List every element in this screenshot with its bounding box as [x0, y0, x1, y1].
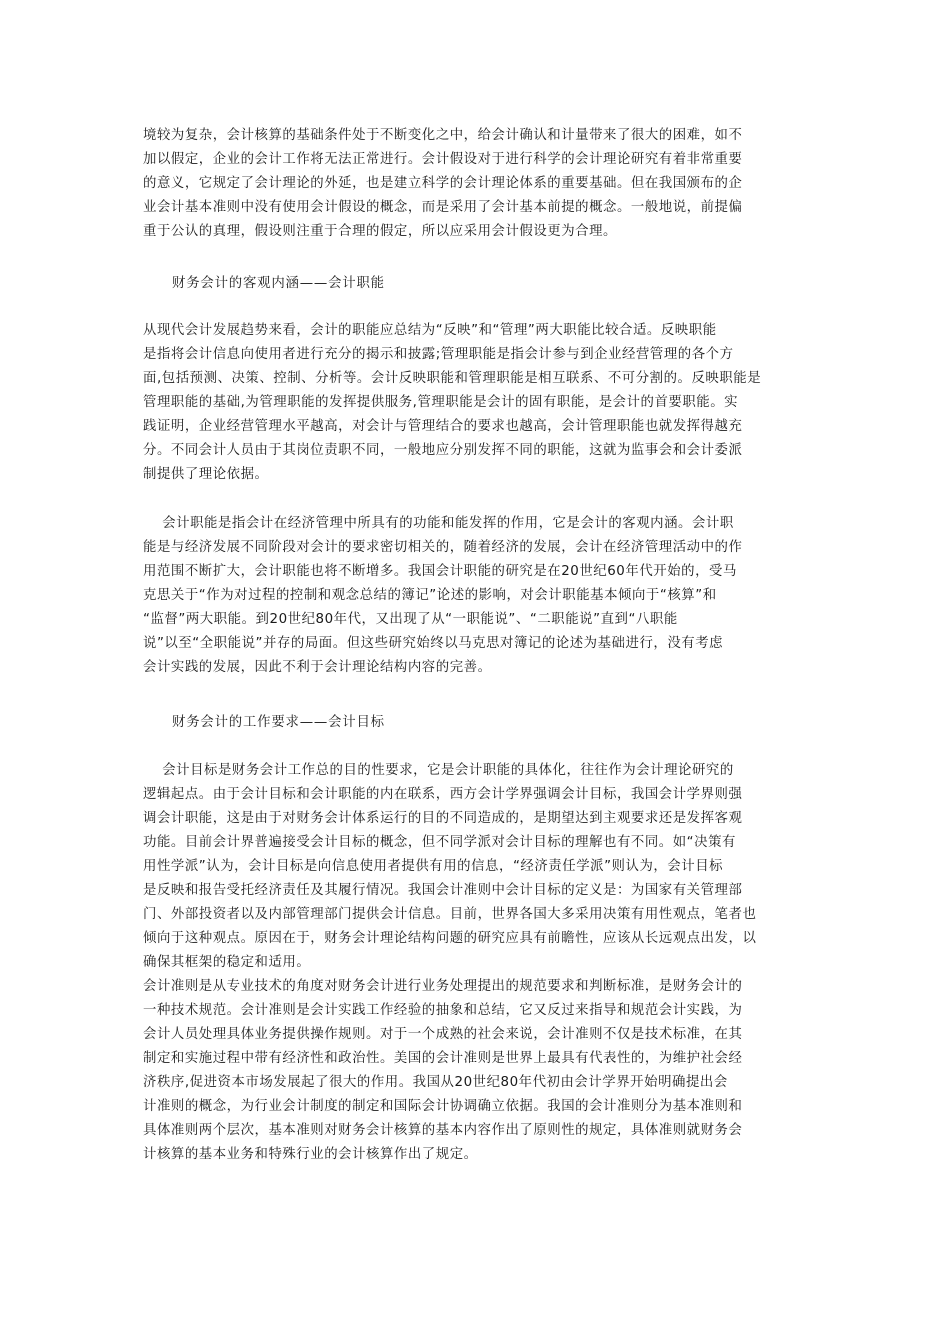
text-line: 具体准则两个层次，基本准则对财务会计核算的基本内容作出了原则性的规定，具体准则就财务会: [143, 1123, 743, 1138]
text-line: 会计人员处理具体业务提供操作规则。对于一个成熟的社会来说，会计准则不仅是技术标准，在其: [143, 1027, 743, 1042]
text-line: “监督”两大职能。到20世纪80年代，又出现了从“一职能说”、“二职能说”直到“八职能: [143, 612, 678, 627]
text-line: 功能。目前会计界普遍接受会计目标的概念，但不同学派对会计目标的理解也有不同。如“决策有: [143, 835, 736, 850]
text-line: 境较为复杂，会计核算的基础条件处于不断变化之中，给会计确认和计量带来了很大的困难，如不: [143, 128, 743, 143]
text-line: 会计职能是指会计在经济管理中所具有的功能和能发挥的作用，它是会计的客观内涵。会计职: [143, 516, 734, 531]
text-line: 会计准则是从专业技术的角度对财务会计进行业务处理提出的规范要求和判断标准，是财务会计的: [143, 979, 743, 994]
text-line: 是指将会计信息向使用者进行充分的揭示和披露;管理职能是指会计参与到企业经营管理的各个方: [143, 347, 734, 362]
text-line: 制提供了理论依据。: [143, 467, 269, 482]
text-line: 计核算的基本业务和特殊行业的会计核算作出了规定。: [143, 1147, 478, 1162]
text-line: 济秩序,促进资本市场发展起了很大的作用。我国从20世纪80年代初由会计学界开始明确提出会: [143, 1075, 728, 1090]
text-line: 一种技术规范。会计准则是会计实践工作经验的抽象和总结，它又反过来指导和规范会计实践，为: [143, 1003, 743, 1018]
text-line: 计准则的概念，为行业会计制度的制定和国际会计协调确立依据。我国的会计准则分为基本准则和: [143, 1099, 743, 1114]
text-line: 能是与经济发展不同阶段对会计的要求密切相关的，随着经济的发展，会计在经济管理活动中的作: [143, 540, 743, 555]
text-line: 克思关于“作为对过程的控制和观念总结的簿记”论述的影响，对会计职能基本倾向于“核算”和: [143, 588, 717, 603]
text-line: 会计目标是财务会计工作总的目的性要求，它是会计职能的具体化，往往作为会计理论研究的: [143, 763, 734, 778]
text-line: 制定和实施过程中带有经济性和政治性。美国的会计准则是世界上最具有代表性的，为维护社会经: [143, 1051, 743, 1066]
heading-text: 财务会计的工作要求——会计目标: [172, 715, 385, 730]
text-line: 门、外部投资者以及内部管理部门提供会计信息。目前，世界各国大多采用决策有用性观点，笔者也: [143, 907, 757, 922]
text-line: 会计实践的发展，因此不利于会计理论结构内容的完善。: [143, 660, 492, 675]
text-line: 是反映和报告受托经济责任及其履行情况。我国会计准则中会计目标的定义是：为国家有关管理部: [143, 883, 743, 898]
text-line: 确保其框架的稳定和适用。: [143, 955, 311, 970]
text-line: 用范围不断扩大，会计职能也将不断增多。我国会计职能的研究是在20世纪60年代开始的，受马: [143, 564, 737, 579]
text-line: 倾向于这种观点。原因在于，财务会计理论结构问题的研究应具有前瞻性，应该从长远观点出发，以: [143, 931, 757, 946]
text-line: 逻辑起点。由于会计目标和会计职能的内在联系，西方会计学界强调会计目标，我国会计学界则强: [143, 787, 743, 802]
text-line: 面,包括预测、决策、控制、分析等。会计反映职能和管理职能是相互联系、不可分割的。反映职能是: [143, 371, 762, 386]
text-line: 分。不同会计人员由于其岗位责职不同，一般地应分别发挥不同的职能，这就为监事会和会计委派: [143, 443, 743, 458]
text-line: 调会计职能，这是由于对财务会计体系运行的目的不同造成的，是期望达到主观要求还是发挥客观: [143, 811, 743, 826]
heading-text: 财务会计的客观内涵——会计职能: [172, 276, 385, 291]
text-line: 从现代会计发展趋势来看，会计的职能应总结为“反映”和“管理”两大职能比较合适。反映职能: [143, 323, 717, 338]
text-line: 的意义，它规定了会计理论的外延，也是建立科学的会计理论体系的重要基础。但在我国颁布的企: [143, 176, 743, 191]
text-line: 说”以至“全职能说”并存的局面。但这些研究始终以马克思对簿记的论述为基础进行，没有考虑: [143, 636, 724, 651]
text-line: 业会计基本准则中没有使用会计假设的概念，而是采用了会计基本前提的概念。一般地说，前提偏: [143, 200, 743, 215]
text-line: 重于公认的真理，假设则注重于合理的假定，所以应采用会计假设更为合理。: [143, 224, 617, 239]
text-line: 用性学派”认为，会计目标是向信息使用者提供有用的信息，“经济责任学派”则认为，会计目标: [143, 859, 724, 874]
text-line: 管理职能的基础,为管理职能的发挥提供服务,管理职能是会计的固有职能，是会计的首要职能。实: [143, 395, 739, 410]
text-line: 加以假定，企业的会计工作将无法正常进行。会计假设对于进行科学的会计理论研究有着非常重要: [143, 152, 743, 167]
text-line: 践证明，企业经营管理水平越高，对会计与管理结合的要求也越高，会计管理职能也就发挥得越充: [143, 419, 743, 434]
